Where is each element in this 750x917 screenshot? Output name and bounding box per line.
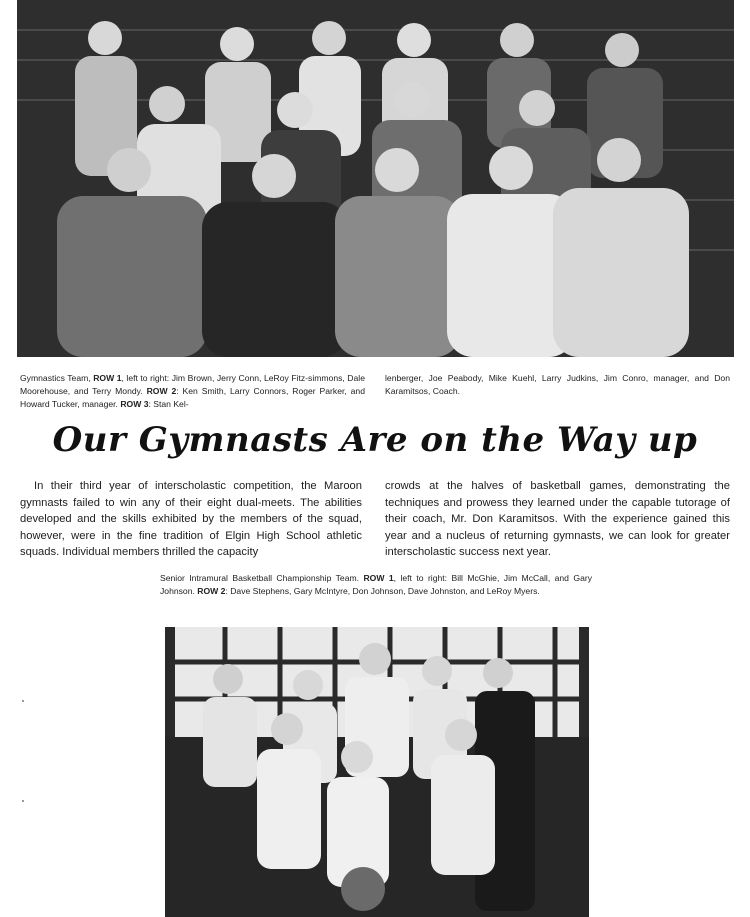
caption-row-label: ROW 2 (197, 586, 226, 596)
gymnastics-team-photo-drawing (17, 0, 734, 357)
article-column-1: In their third year of interscholastic competition, the Maroon gymnasts failed to win any of their eight dual-meets. The abilities developed and the skills exhibited by the members of the squad, however, were in the fine tradition of Elgin High School athletic squads. Individual members thrilled the capacity (20, 480, 362, 558)
gymnastics-caption (20, 372, 365, 411)
margin-mark (22, 700, 24, 702)
basketball-caption (160, 572, 592, 598)
caption-row-label: ROW 2 (146, 386, 177, 396)
page-headline: Our Gymnasts Are on the Way up (52, 420, 698, 460)
basketball-team-photo (165, 627, 589, 917)
caption-segment: , left to right: Bill McGhie, Jim McCall, and Gary Johnson. (160, 573, 593, 596)
caption-segment: Senior Intramural Basketball Championship Team. (160, 573, 364, 583)
gymnastics-caption-continued: lenberger, Joe Peabody, Mike Kuehl, Larry Judkins, Jim Conro, manager, and Don Karamitsos, Coach. (385, 373, 730, 396)
caption-segment: Gymnastics Team, (20, 373, 94, 383)
margin-mark (22, 800, 24, 802)
gymnastics-team-photo (17, 0, 734, 357)
caption-segment: : Stan Kel- (148, 399, 189, 409)
caption-row-label: ROW 3 (120, 399, 149, 409)
basketball-team-photo-drawing (165, 627, 589, 917)
caption-row-label: ROW 1 (363, 573, 394, 583)
caption-segment: : Ken Smith, Larry Connors, Roger Parker, and Howard Tucker, manager. (20, 386, 365, 409)
caption-segment: : Dave Stephens, Gary McIntyre, Don Johnson, Dave Johnston, and LeRoy Myers. (225, 586, 540, 596)
caption-segment: , left to right: Jim Brown, Jerry Conn, LeRoy Fitz-simmons, Dale Moorehouse, and Terry Mondy. (20, 373, 365, 396)
caption-row-label: ROW 1 (93, 373, 122, 383)
article-column-2: crowds at the halves of basketball games, demonstrating the techniques and prowess they learned under the capable tutorage of their coach, Mr. Don Karamitsos. With the experience gained this year and a nucleus of returning gymnasts, we can look for greater interscholastic success next year. (385, 480, 730, 558)
